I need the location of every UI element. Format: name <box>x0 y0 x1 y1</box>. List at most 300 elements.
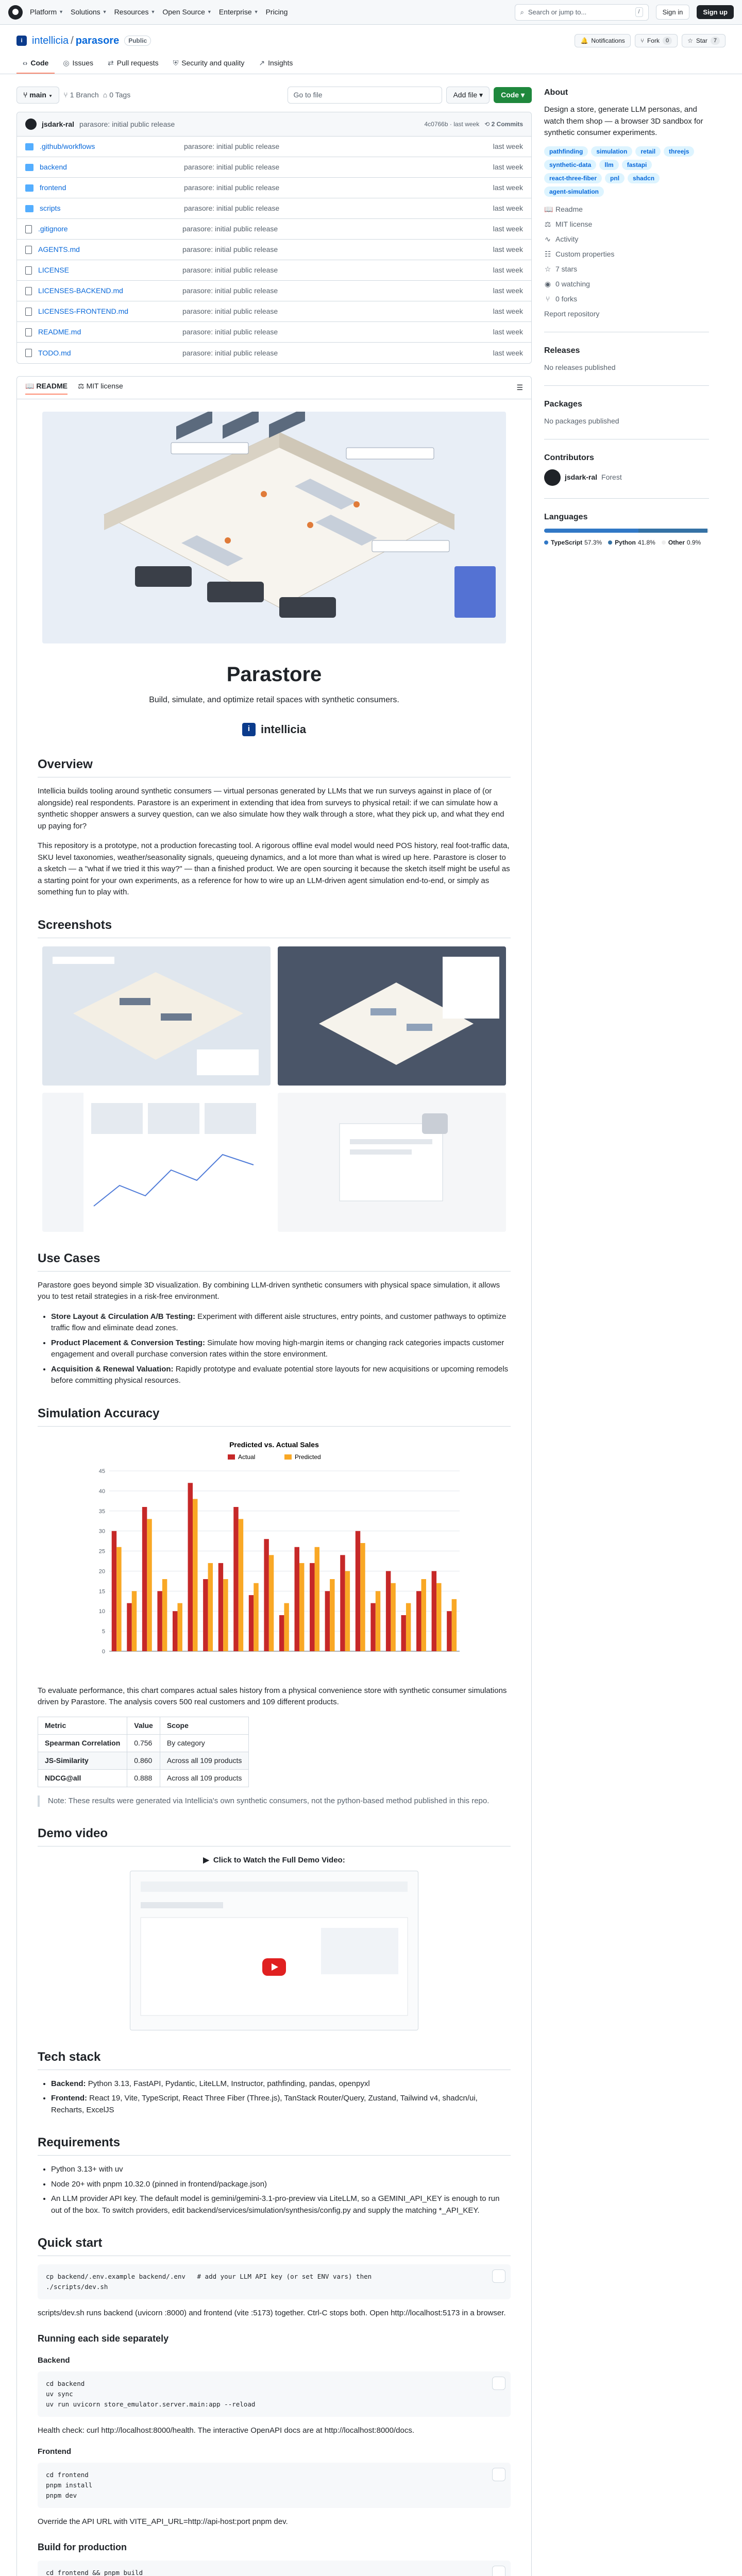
book-icon: 📖 <box>544 205 553 213</box>
table-row[interactable] <box>17 198 531 219</box>
chart-bar <box>432 1571 436 1651</box>
file-commit-message[interactable]: parasore: initial public release <box>184 142 280 150</box>
releases-section <box>544 345 709 386</box>
nav-pricing[interactable] <box>266 7 288 18</box>
code-text: cd frontend pnpm install pnpm dev <box>46 2471 93 2499</box>
fork-count: 0 <box>663 37 672 45</box>
topic-tag[interactable]: threejs <box>664 146 694 157</box>
chart-bar <box>421 1579 426 1651</box>
heading-demo-video: Demo video <box>38 1824 511 1846</box>
chart-bar <box>249 1595 254 1651</box>
tab-insights[interactable] <box>252 54 299 74</box>
demo-video[interactable] <box>130 1855 418 2030</box>
outline-icon[interactable]: ☰ <box>516 383 523 392</box>
meta-label: Activity <box>555 234 579 243</box>
nav-enterprise-label: Enterprise <box>218 8 252 16</box>
forks-link[interactable] <box>544 294 709 304</box>
file-commit-message[interactable]: parasore: initial public release <box>184 204 280 212</box>
file-commit-time: last week <box>493 183 523 192</box>
add-file-label: Add file <box>453 91 478 99</box>
code-button[interactable]: Code ▾ <box>494 87 532 103</box>
file-commit-time: last week <box>493 266 523 274</box>
screenshot-persona-graphic <box>278 1093 506 1232</box>
slash-separator: / <box>71 35 74 46</box>
readme-tab[interactable] <box>25 381 68 395</box>
repo-meta-list <box>544 204 709 304</box>
chevron-down-icon: ▼ <box>207 9 212 14</box>
chart-title: Predicted vs. Actual Sales <box>229 1440 319 1449</box>
legend-label: Actual <box>238 1453 256 1461</box>
file-name-link[interactable]: AGENTS.md <box>38 245 80 253</box>
topic-tag[interactable]: simulation <box>591 146 632 157</box>
sales-chart <box>78 1435 470 1675</box>
heading-running-separately: Running each side separately <box>38 2333 169 2344</box>
table-row[interactable] <box>17 301 531 322</box>
chart-bar <box>330 1579 334 1651</box>
file-commit-message[interactable]: parasore: initial public release <box>182 348 278 357</box>
chart-bar <box>188 1483 193 1651</box>
activity-link[interactable] <box>544 234 709 245</box>
github-logo-icon[interactable] <box>8 5 23 20</box>
code-text: cp backend/.env.example backend/.env # add your LLM API key (or set ENV vars) then ./scripts/dev.sh <box>46 2273 372 2291</box>
branch-icon: ⑂ <box>63 91 68 99</box>
language-color-dot <box>662 540 666 545</box>
tags-label: 0 Tags <box>109 91 131 99</box>
chart-bar <box>356 1531 360 1651</box>
y-tick-label: 30 <box>98 1528 105 1535</box>
chart-bar <box>157 1591 162 1651</box>
sidebar <box>544 87 709 2576</box>
file-commit-time: last week <box>493 348 523 357</box>
chart-bar <box>208 1563 213 1651</box>
fork-icon: ⑂ <box>640 37 644 44</box>
nav-solutions-label: Solutions <box>71 8 100 16</box>
file-icon <box>25 246 32 254</box>
chart-bar <box>239 1519 243 1651</box>
nav-open-source-label: Open Source <box>162 8 205 16</box>
list-item: • An LLM provider API key. The default model is gemini/gemini-3.1-pro-preview via LiteLLM, so a GEMINI_API_KEY is enough to run out of the box. To switch providers, edit backend/services/simulation/synthesis/config.py and supply the matching *_API_KEY. <box>51 2193 511 2216</box>
repo-name-link[interactable]: parasore <box>75 35 120 46</box>
packages-empty: No packages published <box>544 416 619 425</box>
graph-icon: ↗ <box>259 59 265 67</box>
file-commit-message[interactable]: parasore: initial public release <box>182 266 278 274</box>
topic-tag[interactable]: shadcn <box>628 173 660 183</box>
file-commit-message[interactable]: parasore: initial public release <box>182 307 278 315</box>
tab-security[interactable] <box>167 54 251 74</box>
topic-tag[interactable]: llm <box>599 160 618 170</box>
commit-count[interactable]: 2 Commits <box>491 121 523 128</box>
list-item: • Node 20+ with pnpm 10.32.0 (pinned in frontend/package.json) <box>51 2179 511 2191</box>
language-percent: 41.8% <box>637 538 655 546</box>
file-icon <box>25 308 32 316</box>
language-list <box>544 538 709 547</box>
file-commit-time: last week <box>493 204 523 212</box>
health-check-paragraph: Health check: curl http://localhost:8000/health. The interactive OpenAPI docs are at http://localhost:8000/docs. <box>38 2426 414 2435</box>
tag-icon: ⌂ <box>103 91 108 99</box>
file-commit-time: last week <box>493 142 523 150</box>
chart-bar <box>416 1591 421 1651</box>
packages-heading[interactable]: Packages <box>544 399 582 409</box>
y-tick-label: 10 <box>98 1608 105 1615</box>
chart-bar <box>116 1547 121 1651</box>
stars-link[interactable] <box>544 264 709 275</box>
readme-tagline: Build, simulate, and optimize retail spaces with synthetic consumers. <box>149 696 399 704</box>
releases-empty: No releases published <box>544 363 616 371</box>
overview-paragraph-1: Intellicia builds tooling around synthetic consumers — virtual personas generated by LLMs that we run surveys against in place of (or alongside) real respondents. Parastore is an experiment in extending that idea from surveys to physical retail: if we can simulate how a synthetic shopper answers a survey question, can we also simulate how they walk through a store, what they pick up, and what they end up paying for? <box>38 787 504 831</box>
readme-tab-label: README <box>36 382 68 390</box>
tech-text: Python 3.13, FastAPI, Pydantic, LiteLLM, Instructor, pathfinding, pandas, openpyxl <box>86 2079 370 2088</box>
file-name-link[interactable]: frontend <box>40 183 66 192</box>
table-row[interactable] <box>17 260 531 281</box>
code-block <box>38 2264 511 2299</box>
branch-name: main <box>29 91 46 99</box>
copy-icon[interactable] <box>492 2566 505 2576</box>
chart-bar <box>233 1507 238 1651</box>
chart-bar <box>447 1611 451 1651</box>
meta-label: Readme <box>555 205 583 213</box>
nav-resources[interactable] <box>114 7 156 18</box>
chart-bar <box>132 1591 137 1651</box>
branch-select[interactable]: ⑂ main ▾ <box>16 87 59 104</box>
search-shortcut: / <box>635 7 643 17</box>
file-commit-message[interactable]: parasore: initial public release <box>182 286 278 295</box>
sign-up-button[interactable]: Sign up <box>697 5 734 20</box>
video-icon: ▶ <box>203 1856 209 1865</box>
hero-image <box>42 412 506 643</box>
chart-bar <box>218 1563 223 1651</box>
heading-overview: Overview <box>38 755 511 777</box>
chart-bar <box>295 1547 299 1651</box>
accuracy-paragraph: To evaluate performance, this chart compares actual sales history from a physical convenience store with synthetic consumer simulations driven by Parastore. The analysis covers 500 real customers and 109 different products. <box>38 1686 507 1706</box>
folder-icon <box>25 205 33 212</box>
file-icon <box>25 225 32 233</box>
list-item <box>51 1311 511 1334</box>
file-name-link[interactable]: LICENSES-FRONTEND.md <box>38 307 129 315</box>
star-label: Star <box>696 37 707 44</box>
metric-name: NDCG@all <box>45 1773 81 1782</box>
contributors-heading[interactable]: Contributors <box>544 453 594 462</box>
commit-meta <box>424 120 523 129</box>
legend-label: Predicted <box>295 1453 321 1461</box>
law-icon: ⚖ <box>544 219 551 228</box>
note-icon: ☷ <box>544 249 551 258</box>
commit-hash[interactable]: 4c0766b · last week <box>424 121 480 128</box>
tab-security-label: Security and quality <box>181 59 245 67</box>
law-icon: ⚖ <box>78 382 87 390</box>
commit-author[interactable]: jsdark-ral <box>42 120 75 128</box>
brand-logo <box>38 721 511 738</box>
about-heading: About <box>544 88 568 97</box>
chart-bar <box>315 1547 319 1651</box>
about-text: Design a store, generate LLM personas, and watch them shop — a browser 3D sandbox for synthetic consumer experiments. <box>544 105 703 137</box>
use-cases-intro: Parastore goes beyond simple 3D visualization. By combining LLM-driven synthetic consumers with physical space simulation, it allows you to test retail strategies in a risk-free environment. <box>38 1280 500 1301</box>
file-commit-message[interactable]: parasore: initial public release <box>184 183 280 192</box>
table-row[interactable] <box>17 178 531 198</box>
column-header: Metric <box>38 1717 127 1734</box>
language-item[interactable] <box>544 538 602 547</box>
topic-tag[interactable]: fastapi <box>622 160 652 170</box>
topic-tag[interactable]: pnl <box>605 173 625 183</box>
file-commit-time: last week <box>493 307 523 315</box>
pull-request-icon: ⇄ <box>108 59 114 67</box>
chart-bar <box>345 1571 350 1651</box>
chart-bar <box>370 1603 375 1651</box>
screenshot-layout-editor[interactable] <box>278 946 506 1086</box>
copy-icon[interactable] <box>492 2468 505 2481</box>
intellicia-logo-icon: i <box>242 723 256 736</box>
repo-actions <box>575 34 726 47</box>
go-to-file-input[interactable]: Go to file <box>288 87 442 104</box>
file-name-link[interactable]: README.md <box>38 328 81 336</box>
chart-bar <box>325 1591 330 1651</box>
file-name-link[interactable]: LICENSE <box>38 266 69 274</box>
chart-bar <box>340 1555 345 1651</box>
file-commit-time: last week <box>493 163 523 171</box>
meta-label: Custom properties <box>555 249 615 258</box>
pulse-icon: ∿ <box>545 234 551 243</box>
report-repository-link[interactable]: Report repository <box>544 309 600 318</box>
chart-bar <box>254 1583 258 1651</box>
file-commit-time: last week <box>493 286 523 295</box>
chart-bar <box>452 1599 457 1651</box>
avatar[interactable] <box>544 469 561 486</box>
tech-label: Backend: <box>51 2079 86 2088</box>
screenshot-store-view[interactable] <box>42 946 271 1086</box>
top-navigation <box>0 0 742 25</box>
use-case-text: Simulate how moving high-margin items or changing rack categories impacts customer engagement and overall purchase conversion rates within the store environment. <box>51 1338 504 1359</box>
chevron-down-icon: ▼ <box>254 9 259 14</box>
chart-bar <box>360 1543 365 1651</box>
screenshot-dashboard[interactable] <box>42 1093 271 1232</box>
y-tick-label: 15 <box>98 1588 105 1595</box>
table-row[interactable] <box>17 219 531 240</box>
column-header: Value <box>127 1717 160 1734</box>
avatar[interactable] <box>25 118 37 130</box>
table-row[interactable] <box>17 137 531 157</box>
metric-value: 0.888 <box>127 1769 160 1787</box>
code-text: cd backend uv sync uv run uvicorn store_emulator.server.main:app --reload <box>46 2380 256 2408</box>
nav-open-source[interactable] <box>162 7 211 18</box>
contributors-section <box>544 452 709 499</box>
language-bar-segment <box>707 529 709 533</box>
table-row[interactable] <box>17 157 531 178</box>
language-item[interactable] <box>662 538 701 547</box>
file-name-link[interactable]: scripts <box>40 204 61 212</box>
table-row[interactable] <box>17 343 531 363</box>
code-block <box>38 2463 511 2508</box>
chevron-down-icon: ▼ <box>150 9 156 14</box>
tab-pull-requests[interactable] <box>102 54 165 74</box>
legend-swatch <box>284 1454 292 1460</box>
table-row[interactable] <box>17 322 531 343</box>
notifications-button[interactable] <box>575 34 630 47</box>
star-button[interactable] <box>682 34 726 47</box>
file-name-link[interactable]: backend <box>40 163 67 171</box>
heading-use-cases: Use Cases <box>38 1249 511 1272</box>
tags-link[interactable] <box>103 90 130 100</box>
quick-start-paragraph: scripts/dev.sh runs backend (uvicorn :8000) and frontend (vite :5173) together. Ctrl-C stops both. Open http://localhost:5173 in a browser. <box>38 2309 506 2317</box>
copy-icon[interactable] <box>492 2269 505 2283</box>
video-thumbnail[interactable] <box>130 1871 418 2030</box>
heading-requirements: Requirements <box>38 2133 511 2156</box>
repo-tabs <box>0 48 742 74</box>
file-commit-message[interactable]: parasore: initial public release <box>182 225 278 233</box>
file-commit-message[interactable]: parasore: initial public release <box>182 245 278 253</box>
languages-heading: Languages <box>544 512 588 521</box>
heading-build: Build for production <box>38 2541 127 2552</box>
readme-tabs <box>25 381 123 395</box>
y-tick-label: 45 <box>98 1468 105 1475</box>
meta-label: MIT license <box>555 219 593 228</box>
packages-section <box>544 398 709 439</box>
screenshot-persona-view[interactable] <box>278 1093 506 1232</box>
shield-icon: ⛨ <box>173 59 179 67</box>
tab-code[interactable] <box>16 54 55 74</box>
chart-bar <box>279 1615 284 1651</box>
topic-tag[interactable]: retail <box>635 146 661 157</box>
chart-bar <box>264 1539 268 1651</box>
list-item: • Python 3.13+ with uv <box>51 2164 511 2176</box>
readme-link[interactable] <box>544 204 709 215</box>
chart-bar <box>391 1583 395 1651</box>
repo-header <box>0 25 742 48</box>
commit-message[interactable]: parasore: initial public release <box>79 120 175 128</box>
use-case-text: Experiment with different aisle structures, entry points, and customer pathways to optimize traffic flow and eliminate dead zones. <box>51 1312 507 1332</box>
tech-list <box>51 2078 511 2116</box>
sign-in-button[interactable]: Sign in <box>656 5 690 20</box>
chart-bar <box>376 1591 380 1651</box>
tab-issues[interactable] <box>57 54 99 74</box>
chart-bar <box>310 1563 314 1651</box>
nav-platform-label: Platform <box>30 8 57 16</box>
file-toolbar <box>16 87 532 104</box>
watching-link[interactable] <box>544 279 709 290</box>
branches-link[interactable] <box>63 90 98 100</box>
star-count: 7 <box>711 37 720 45</box>
column-header: Scope <box>160 1717 249 1734</box>
topic-list <box>544 146 709 197</box>
topic-tag[interactable]: pathfinding <box>544 146 588 157</box>
chart-bar <box>401 1615 406 1651</box>
main-column <box>16 87 532 2576</box>
override-paragraph: Override the API URL with VITE_API_URL=http://api-host:port pnpm dev. <box>38 2517 288 2526</box>
license-tab[interactable] <box>78 381 123 395</box>
file-name-link[interactable]: .gitignore <box>38 225 68 233</box>
overview-paragraph-2: This repository is a prototype, not a production forecasting tool. A rigorous offline eval model would need POS history, real foot-traffic data, SKU level taxonomies, weather/seasonality signals, queueing dynamics, and a lot more than what is wired up here. Parastore is closer to a sketch — a "what if we tried it this way?" — than a finished product. We are open sourcing it because the sketch itself might be useful as a starting point for your own experiments, as a reference for how to wire up an LLM-driven agent simulation end-to-end, or simply as something fun to play with. <box>38 841 510 896</box>
contributor-item[interactable] <box>544 469 709 486</box>
fork-button[interactable] <box>635 34 678 47</box>
readme-body <box>17 399 531 2576</box>
nav-solutions[interactable] <box>71 7 107 18</box>
metric-name: JS-Similarity <box>45 1756 89 1765</box>
languages-section <box>544 511 709 560</box>
visibility-badge: Public <box>124 36 151 46</box>
file-name-link[interactable]: TODO.md <box>38 348 71 357</box>
latest-commit <box>17 112 531 137</box>
search-input[interactable] <box>515 4 649 21</box>
table-row <box>38 1769 249 1787</box>
license-tab-label: MIT license <box>86 382 123 390</box>
file-name-link[interactable]: .github/workflows <box>40 142 95 150</box>
nav-platform[interactable] <box>30 7 63 18</box>
star-icon: ☆ <box>544 264 551 273</box>
metrics-table <box>38 1717 249 1787</box>
results-note: Note: These results were generated via Intellicia's own synthetic consumers, not the python-based method published in this repo. <box>38 1795 511 1807</box>
folder-icon <box>25 184 33 192</box>
heading-tech-stack: Tech stack <box>38 2048 511 2070</box>
y-tick-label: 5 <box>102 1628 105 1635</box>
file-icon <box>25 266 32 275</box>
owner-avatar[interactable]: i <box>16 36 27 46</box>
file-commit-message[interactable]: parasore: initial public release <box>184 163 280 171</box>
language-percent: 0.9% <box>686 538 701 546</box>
topic-tag[interactable]: agent-simulation <box>544 187 604 197</box>
chart-bar <box>147 1519 151 1651</box>
code-button-label: Code <box>501 91 519 99</box>
screenshot-dashboard-graphic <box>42 1093 271 1232</box>
folder-icon <box>25 143 33 150</box>
file-commit-message[interactable]: parasore: initial public release <box>182 328 278 336</box>
add-file-button[interactable]: Add file ▾ <box>446 87 490 104</box>
store-isometric-illustration <box>42 412 506 643</box>
table-row[interactable] <box>17 281 531 301</box>
table-row[interactable] <box>17 240 531 260</box>
readme-title: Parastore <box>226 663 322 686</box>
branches-label: 1 Branch <box>70 91 99 99</box>
repo-owner-link[interactable]: intellicia <box>32 35 69 46</box>
metric-value: 0.756 <box>127 1734 160 1752</box>
fork-icon: ⑂ <box>545 294 550 303</box>
topic-tag[interactable]: synthetic-data <box>544 160 596 170</box>
history-icon: ⟲ <box>484 121 490 128</box>
metric-value: 0.860 <box>127 1752 160 1769</box>
license-link[interactable] <box>544 219 709 230</box>
use-case-text: Rapidly prototype and evaluate potential store layouts for new acquisitions or upcoming remodels before committing physical resources. <box>51 1364 509 1385</box>
heading-quick-start: Quick start <box>38 2234 511 2256</box>
chevron-down-icon: ▼ <box>59 9 64 14</box>
requirements-list <box>51 2164 511 2216</box>
content-layout <box>0 74 742 2576</box>
language-color-dot <box>608 540 612 545</box>
play-button-icon[interactable] <box>262 1958 286 1976</box>
file-icon <box>25 287 32 295</box>
nav-enterprise[interactable] <box>219 7 259 18</box>
topic-tag[interactable]: react-three-fiber <box>544 173 602 183</box>
screenshot-grid <box>42 946 506 1232</box>
heading-frontend: Frontend <box>38 2447 71 2456</box>
tab-issues-label: Issues <box>72 59 94 67</box>
file-name-link[interactable]: LICENSES-BACKEND.md <box>38 286 123 295</box>
copy-icon[interactable] <box>492 2377 505 2390</box>
eye-icon: ◉ <box>544 279 551 288</box>
tech-label: Frontend: <box>51 2094 87 2103</box>
chart-bar <box>173 1611 177 1651</box>
language-item[interactable] <box>608 538 655 547</box>
file-commit-time: last week <box>493 225 523 233</box>
tech-text: React 19, Vite, TypeScript, React Three Fiber (Three.js), TanStack Router/Query, Zustand, Tailwind v4, shadcn/ui, Recharts, ExcelJS <box>51 2094 478 2114</box>
custom-properties-link[interactable] <box>544 249 709 260</box>
chart-bar <box>193 1499 197 1651</box>
tab-insights-label: Insights <box>268 59 293 67</box>
meta-label: 7 stars <box>555 264 578 273</box>
repo-title <box>32 33 119 48</box>
y-tick-label: 20 <box>98 1568 105 1574</box>
meta-label: 0 watching <box>555 279 590 288</box>
file-icon <box>25 328 32 336</box>
nav-pricing-label: Pricing <box>265 8 288 16</box>
y-tick-label: 0 <box>102 1648 105 1655</box>
releases-heading[interactable]: Releases <box>544 346 580 355</box>
